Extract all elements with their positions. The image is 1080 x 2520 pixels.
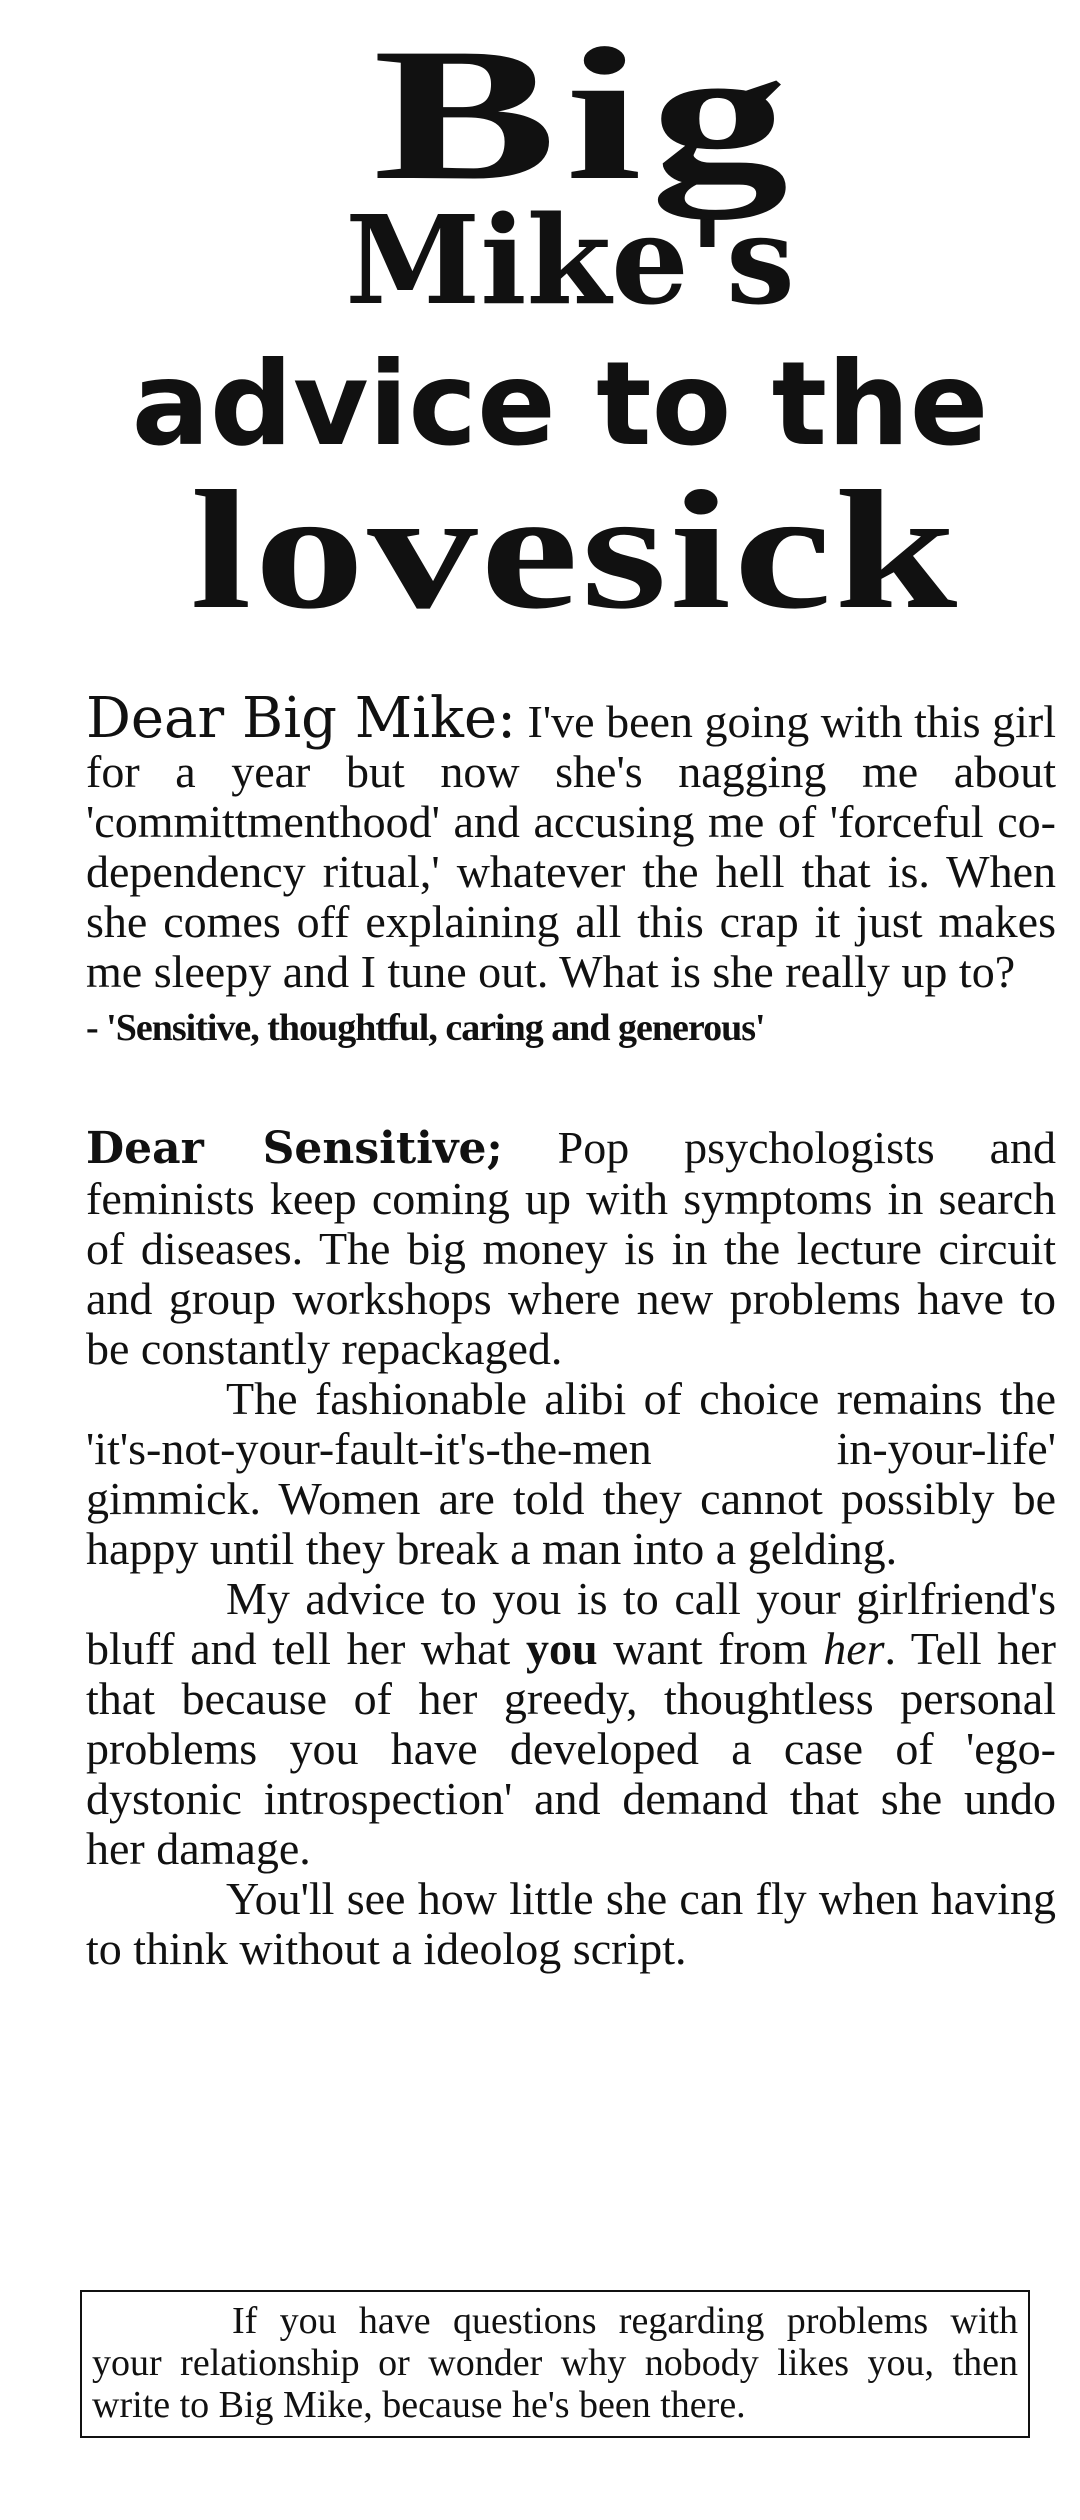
headline — [0, 10, 1080, 644]
reply-paragraph-3 — [86, 1574, 1056, 1874]
footer-note-box — [80, 2290, 1030, 2438]
article-column — [86, 686, 1057, 1974]
headline-line-4: lovesick — [190, 456, 960, 644]
reply-salutation: Dear Sensitive; — [86, 1123, 503, 1174]
reply-paragraph-1 — [86, 1123, 1056, 1374]
reply-p3-emphasis-her: her — [823, 1623, 885, 1674]
letter-paragraph — [86, 686, 1056, 997]
reply-paragraph-2: The fashionable alibi of choice remains the 'it's-not-your-fault-it's-the-men in-your-life' gimmick. Women are told they cannot possibly be happy until they break a man into a gelding. — [86, 1373, 1056, 1574]
headline-line-3: advice to the — [131, 337, 989, 472]
headline-line-2: Mike's — [345, 188, 795, 332]
reply-p3-emphasis-you: you — [525, 1623, 598, 1674]
reply-p3-text-a: My advice to you is to call your girlfriend's bluff and tell her what — [86, 1573, 1056, 1674]
headline-line-1: Big — [372, 10, 798, 220]
reply-paragraph-4: You'll see how little she can fly when having to think without a ideolog script. — [86, 1873, 1056, 1974]
letter-body: I've been going with this girl for a year but now she's nagging me about 'committmenthood' and accusing me of 'forceful co-dependency ritual,' whatever the hell that is. When she comes off explaining all this crap it just makes me sleepy and I tune out. What is she really up to? — [86, 696, 1056, 997]
letter-salutation: Dear Big Mike: — [86, 686, 516, 751]
letter-signature: - 'Sensitive, thoughtful, caring and generous' — [86, 1007, 765, 1049]
reply-p1-text: Pop psychologists and feminists keep coming up with symptoms in search of diseases. The big money is in the lecture circuit and group workshops where new problems have to be constantly repackaged. — [86, 1122, 1057, 1374]
footer-note-text: If you have questions regarding problems with your relationship or wonder why nobody likes you, then write to Big Mike, because he's been there. — [92, 2300, 1018, 2426]
section-gap — [86, 1053, 1056, 1123]
reply-p3-text-c: . Tell her that because of her greedy, thoughtless personal problems you have developed a case of 'ego-dystonic introspection' and demand that she undo her damage. — [86, 1623, 1056, 1874]
reply-p3-text-b: want from — [613, 1623, 808, 1674]
